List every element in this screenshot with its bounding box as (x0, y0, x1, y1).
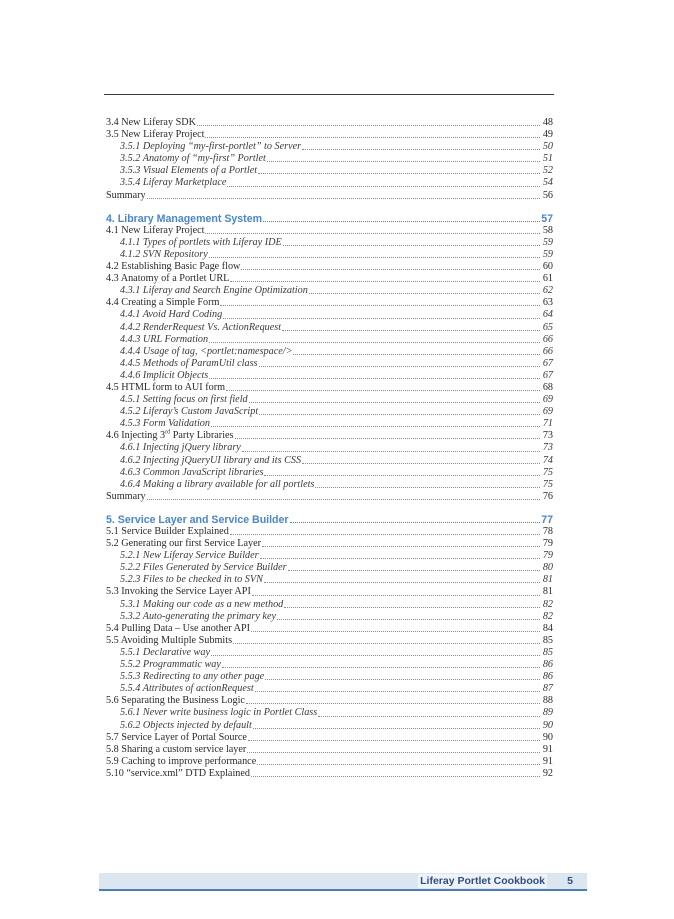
toc-subsection-entry[interactable] (106, 574, 553, 586)
toc-section-entry[interactable] (106, 261, 553, 273)
toc-entry-title: 5.2.3 Files to be checked in to SVN (120, 574, 263, 586)
toc-entry-title: 5.1 Service Builder Explained (106, 526, 229, 537)
toc-entry-page-number: 61 (542, 273, 553, 285)
toc-section-entry[interactable] (106, 623, 553, 635)
toc-entry-page-number: 78 (542, 526, 553, 537)
dot-leader (147, 197, 540, 199)
toc-section-entry[interactable] (106, 491, 553, 503)
toc-entry-title: 3.5.1 Deploying “my-first-portlet” to Server (120, 141, 302, 153)
toc-entry-page-number: 52 (542, 165, 553, 177)
toc-subsection-entry[interactable] (106, 370, 553, 382)
dot-leader (235, 437, 540, 439)
toc-entry-title: 4.1 New Liferay Project (106, 224, 205, 236)
toc-entry-superscript: rd (165, 429, 171, 436)
toc-entry-page-number: 81 (542, 586, 553, 598)
toc-section-entry[interactable] (106, 430, 553, 442)
toc-subsection-entry[interactable] (106, 309, 553, 321)
dot-leader (209, 377, 540, 379)
toc-section-entry[interactable] (106, 297, 553, 309)
dot-leader (209, 341, 540, 343)
toc-section-entry[interactable] (106, 768, 553, 780)
dot-leader (284, 606, 540, 608)
toc-chapter-heading[interactable] (106, 514, 553, 526)
dot-leader (227, 185, 540, 187)
toc-entry-title: 5.6.2 Objects injected by default (120, 719, 252, 731)
toc-entry-page-number: 56 (542, 189, 553, 201)
header-rule (104, 94, 554, 95)
dot-leader (259, 413, 540, 415)
dot-leader (282, 329, 540, 331)
dot-leader (255, 690, 540, 692)
dot-leader (260, 557, 540, 559)
toc-entry-page-number: 65 (542, 321, 553, 333)
toc-entry-page-number: 71 (542, 418, 553, 430)
toc-subsection-entry[interactable] (106, 285, 553, 297)
toc-entry-page-number: 54 (542, 177, 553, 189)
toc-entry-page-number: 86 (542, 659, 553, 671)
dot-leader (246, 702, 540, 704)
toc-entry-title: 5.5.4 Attributes of actionRequest (120, 683, 254, 695)
toc-section-entry[interactable] (106, 635, 553, 647)
toc-entry-title: 4.4.2 RenderRequest Vs. ActionRequest (120, 321, 282, 333)
toc-entry-title: 4.5 HTML form to AUI form (106, 381, 226, 393)
dot-leader (205, 232, 540, 234)
toc-subsection-entry[interactable] (106, 562, 553, 574)
toc-entry-page-number: 58 (542, 224, 553, 236)
toc-entry-title: 3.5.3 Visual Elements of a Portlet (120, 165, 258, 177)
dot-leader (197, 124, 540, 126)
toc-subsection-entry[interactable] (106, 406, 553, 418)
toc-entry-title: 4.4.4 Usage of tag, <portlet:namespace/> (120, 345, 293, 357)
dot-leader (283, 244, 540, 246)
toc-entry-title: 4.5.2 Liferay’s Custom JavaScript (120, 406, 259, 418)
toc-subsection-entry[interactable] (106, 647, 553, 659)
toc-entry-title: 5.3.2 Auto-generating the primary key (120, 610, 276, 622)
toc-entry-title: 4.4.5 Methods of ParamUtil class (120, 357, 258, 369)
toc-subsection-entry[interactable] (106, 177, 553, 189)
toc-section-entry[interactable] (106, 117, 553, 129)
dot-leader (211, 654, 540, 656)
toc-subsection-entry[interactable] (106, 455, 553, 467)
toc-entry-page-number: 85 (542, 634, 553, 646)
toc-subsection-entry[interactable] (106, 707, 553, 719)
toc-chapter-heading[interactable] (106, 213, 553, 225)
dot-leader (264, 474, 540, 476)
toc-entry-page-number: 73 (542, 442, 553, 454)
toc-entry-page-number: 81 (542, 574, 553, 586)
dot-leader (249, 401, 540, 403)
toc-section-entry[interactable] (106, 129, 553, 141)
toc-subsection-entry[interactable] (106, 467, 553, 479)
toc-subsection-entry[interactable] (106, 550, 553, 562)
toc-entry-title: 4.1.1 Types of portlets with Liferay IDE (120, 236, 282, 248)
toc-entry-page-number: 59 (542, 236, 553, 248)
dot-leader (147, 498, 540, 500)
toc-entry-page-number: 86 (542, 671, 553, 683)
dot-leader (257, 763, 540, 765)
dot-leader (247, 751, 540, 753)
toc-entry-title: 4.4.1 Avoid Hard Coding (120, 309, 223, 321)
toc-section-entry[interactable] (106, 744, 553, 756)
dot-leader (242, 450, 540, 452)
toc-subsection-entry[interactable] (106, 479, 553, 491)
dot-leader (253, 727, 540, 729)
toc-section-entry[interactable] (106, 756, 553, 768)
toc-entry-title-part: Party Libraries (170, 430, 234, 442)
toc-entry-page-number: 69 (542, 406, 553, 418)
footer-book-title: Liferay Portlet Cookbook (420, 875, 545, 887)
toc-subsection-entry[interactable] (106, 611, 553, 623)
toc-subsection-entry[interactable] (106, 720, 553, 732)
toc-subsection-entry[interactable] (106, 141, 553, 153)
toc-subsection-entry[interactable] (106, 237, 553, 249)
toc-section-entry[interactable] (106, 225, 553, 237)
toc-section-entry[interactable] (106, 695, 553, 707)
dot-leader (205, 136, 540, 138)
dot-leader (264, 581, 540, 583)
toc-entry-title: 4.6.1 Injecting jQuery library (120, 442, 241, 454)
toc-entry-title: 4.1.2 SVN Repository (120, 248, 208, 260)
toc-entry-page-number: 90 (542, 719, 553, 731)
toc-entry-page-number: 88 (542, 695, 553, 707)
toc-entry-title: 5.6 Separating the Business Logic (106, 695, 245, 707)
toc-section-entry[interactable] (106, 538, 553, 550)
toc-subsection-entry[interactable] (106, 599, 553, 611)
toc-entry-title: 5.2.2 Files Generated by Service Builder (120, 562, 287, 574)
toc-subsection-entry[interactable] (106, 442, 553, 454)
toc-entry-page-number: 49 (542, 129, 553, 141)
dot-leader (258, 172, 540, 174)
toc-entry-title: 4.6.3 Common JavaScript libraries (120, 466, 264, 478)
dot-leader (223, 317, 540, 319)
toc-entry-page-number: 66 (542, 345, 553, 357)
toc-subsection-entry[interactable] (106, 334, 553, 346)
toc-subsection-entry[interactable] (106, 671, 553, 683)
toc-entry-page-number: 80 (542, 562, 553, 574)
toc-entry-page-number: 79 (542, 538, 553, 550)
toc-entry-title: 5.2 Generating our first Service Layer (106, 538, 262, 550)
toc-subsection-entry[interactable] (106, 418, 553, 430)
toc-entry-page-number: 62 (542, 285, 553, 297)
toc-subsection-entry[interactable] (106, 165, 553, 177)
dot-leader (302, 148, 540, 150)
dot-leader (315, 486, 540, 488)
page-footer (99, 873, 587, 891)
toc-entry-page-number: 89 (542, 707, 553, 719)
toc-entry-page-number: 67 (542, 357, 553, 369)
toc-entry-title: 5.6.1 Never write business logic in Portlet Class (120, 707, 318, 719)
toc-entry-page-number: 76 (542, 490, 553, 502)
toc-entry-title: 5.3.1 Making our code as a new method (120, 598, 284, 610)
toc-entry-title: 5.3 Invoking the Service Layer API (106, 586, 251, 598)
toc-section-entry[interactable] (106, 586, 553, 598)
toc-entry-page-number: 82 (542, 610, 553, 622)
toc-entry-page-number: 51 (542, 153, 553, 165)
toc-entry-title: 4.2 Establishing Basic Page flow (106, 261, 241, 273)
toc-subsection-entry[interactable] (106, 394, 553, 406)
toc-section-entry[interactable] (106, 732, 553, 744)
dot-leader (209, 256, 540, 258)
dot-leader (288, 569, 540, 571)
toc-section-entry[interactable] (106, 190, 553, 202)
dot-leader (252, 594, 540, 596)
dot-leader (220, 304, 540, 306)
toc-entry-page-number: 90 (542, 731, 553, 743)
toc-entry-title: 4.6.4 Making a library available for all portlets (120, 478, 315, 490)
toc-entry-page-number: 59 (542, 248, 553, 260)
toc-entry-title: 5.9 Caching to improve performance (106, 755, 257, 767)
dot-leader (302, 462, 540, 464)
toc-entry-page-number: 79 (542, 550, 553, 562)
toc-entry-title (106, 430, 234, 442)
toc-section-entry[interactable] (106, 526, 553, 538)
dot-leader (226, 389, 540, 391)
toc-entry-title: 4. Library Management System (106, 212, 263, 225)
toc-entry-title: 3.5.4 Liferay Marketplace (120, 177, 227, 189)
dot-leader (230, 280, 540, 282)
toc-subsection-entry[interactable] (106, 249, 553, 261)
toc-subsection-entry[interactable] (106, 322, 553, 334)
toc-entry-page-number: 75 (542, 466, 553, 478)
dot-leader (293, 353, 540, 355)
toc-entry-page-number: 68 (542, 381, 553, 393)
dot-leader (262, 545, 540, 547)
toc-entry-page-number: 84 (542, 622, 553, 634)
dot-leader (233, 642, 540, 644)
toc-entry-title: Summary (106, 189, 146, 201)
toc-entry-title: 5.5.3 Redirecting to any other page (120, 671, 265, 683)
toc-entry-page-number: 67 (542, 369, 553, 381)
toc-entry-title: 3.5 New Liferay Project (106, 129, 205, 141)
toc-subsection-entry[interactable] (106, 659, 553, 671)
toc-subsection-entry[interactable] (106, 358, 553, 370)
toc-entry-page-number: 50 (542, 141, 553, 153)
toc-entry-title: 4.3 Anatomy of a Portlet URL (106, 273, 230, 285)
toc-entry-title: 4.6.2 Injecting jQueryUI library and its CSS (120, 454, 302, 466)
toc-section-entry[interactable] (106, 273, 553, 285)
toc-entry-page-number: 91 (542, 755, 553, 767)
dot-leader (251, 775, 540, 777)
dot-leader (241, 268, 540, 270)
toc-entry-title: 5.5 Avoiding Multiple Submits (106, 634, 233, 646)
table-of-contents (106, 117, 553, 780)
dot-leader (251, 630, 540, 632)
dot-leader (290, 521, 540, 523)
toc-entry-title: 4.4.3 URL Formation (120, 333, 209, 345)
toc-entry-page-number: 77 (541, 513, 553, 526)
dot-leader (263, 220, 540, 222)
dot-leader (267, 160, 540, 162)
toc-entry-page-number: 82 (542, 598, 553, 610)
toc-entry-page-number: 92 (542, 767, 553, 779)
toc-entry-title: 3.5.2 Anatomy of “my-first” Portlet (120, 153, 266, 165)
toc-entry-title: 5.10 “service.xml” DTD Explained (106, 767, 250, 779)
toc-entry-page-number: 57 (541, 212, 553, 225)
dot-leader (222, 666, 540, 668)
toc-entry-page-number: 73 (542, 430, 553, 442)
toc-entry-title: 4.5.3 Form Validation (120, 418, 210, 430)
dot-leader (211, 425, 540, 427)
dot-leader (277, 618, 540, 620)
footer-page-number: 5 (567, 875, 573, 887)
dot-leader (309, 292, 540, 294)
toc-entry-page-number: 91 (542, 743, 553, 755)
toc-entry-title: 5.4 Pulling Data – Use another API (106, 622, 251, 634)
toc-entry-page-number: 69 (542, 394, 553, 406)
toc-entry-title: 4.3.1 Liferay and Search Engine Optimization (120, 285, 308, 297)
toc-section-entry[interactable] (106, 382, 553, 394)
toc-entry-page-number: 48 (542, 117, 553, 128)
toc-entry-title: 3.4 New Liferay SDK (106, 117, 196, 128)
toc-entry-page-number: 64 (542, 309, 553, 321)
toc-entry-title: 5.8 Sharing a custom service layer (106, 743, 247, 755)
toc-entry-page-number: 87 (542, 683, 553, 695)
toc-entry-title: 5.5.2 Programmatic way (120, 659, 221, 671)
toc-entry-title: 4.4.6 Implicit Objects (120, 369, 209, 381)
toc-subsection-entry[interactable] (106, 153, 553, 165)
toc-entry-title: 5.7 Service Layer of Portal Source (106, 731, 247, 743)
dot-leader (230, 533, 540, 535)
toc-entry-title: Summary (106, 490, 146, 502)
toc-entry-page-number: 75 (542, 478, 553, 490)
toc-subsection-entry[interactable] (106, 683, 553, 695)
dot-leader (259, 365, 540, 367)
toc-subsection-entry[interactable] (106, 346, 553, 358)
toc-entry-title: 4.4 Creating a Simple Form (106, 297, 220, 309)
toc-entry-page-number: 63 (542, 297, 553, 309)
toc-entry-page-number: 60 (542, 261, 553, 273)
dot-leader (318, 715, 540, 717)
dot-leader (248, 739, 540, 741)
toc-entry-title: 5.2.1 New Liferay Service Builder (120, 550, 259, 562)
toc-entry-title: 5. Service Layer and Service Builder (106, 513, 289, 526)
toc-entry-page-number: 85 (542, 646, 553, 658)
toc-entry-page-number: 66 (542, 333, 553, 345)
toc-entry-title: 4.5.1 Setting focus on first field (120, 394, 248, 406)
toc-entry-page-number: 74 (542, 454, 553, 466)
toc-entry-title: 5.5.1 Declarative way (120, 646, 210, 658)
toc-entry-title-part: 4.6 Injecting 3 (106, 430, 166, 442)
dot-leader (265, 678, 540, 680)
